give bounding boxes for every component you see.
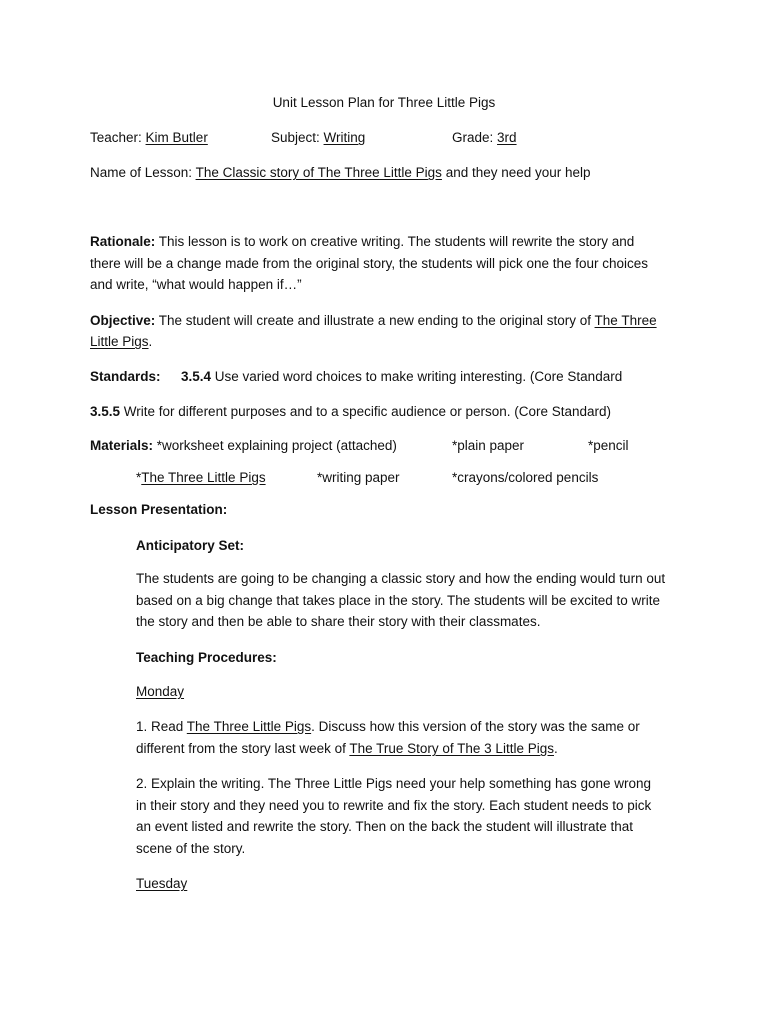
monday-heading: Monday xyxy=(136,684,185,699)
objective-line-2 xyxy=(90,331,152,353)
lesson-name-rest: and they need your help xyxy=(441,165,591,180)
rationale-label: Rationale: xyxy=(90,234,156,249)
material-crayons: *crayons/colored pencils xyxy=(452,470,599,485)
lesson-name-title: The Classic story of The Three Little Pigs xyxy=(195,165,442,180)
step-1-text-2: different from the story last week of xyxy=(136,741,350,756)
anticipatory-line-3: the story and then be able to share their story with their classmates. xyxy=(136,614,541,629)
step-2-line-2: in their story and they need you to rewrite and fix the story. Each student needs to pick xyxy=(136,798,652,813)
standard-1-text: Use varied word choices to make writing interesting. (Core Standard xyxy=(211,369,623,384)
anticipatory-line-2: based on a big change that takes place in the story. The students will be excited to write xyxy=(136,593,661,608)
standard-2-code: 3.5.5 xyxy=(90,404,121,419)
objective-book-title-2: Little Pigs xyxy=(90,334,149,349)
anticipatory-heading: Anticipatory Set: xyxy=(136,538,245,553)
standard-2-text: Write for different purposes and to a specific audience or person. (Core Standard) xyxy=(120,404,612,419)
step-1-end: . xyxy=(553,741,558,756)
material-writing-paper: *writing paper xyxy=(317,470,400,485)
procedures-heading: Teaching Procedures: xyxy=(136,650,277,665)
step-1-text: . Discuss how this version of the story was the same or xyxy=(311,719,640,734)
material-pencil: *pencil xyxy=(588,438,629,453)
standard-2 xyxy=(90,401,611,423)
grade-label: Grade: xyxy=(452,130,494,145)
material-book-title: The Three Little Pigs xyxy=(141,470,266,485)
standards-line-1 xyxy=(90,366,161,388)
objective-book-title-1: The Three xyxy=(594,313,657,328)
subject-label: Subject: xyxy=(271,130,320,145)
tuesday-heading: Tuesday xyxy=(136,876,188,891)
rationale-line-2: there will be a change made from the original story, the students will pick one the four choices xyxy=(90,256,649,271)
step-1-book-title: The Three Little Pigs xyxy=(186,719,312,734)
lesson-name-label: Name of Lesson: xyxy=(90,165,193,180)
grade-value: 3rd xyxy=(497,130,517,145)
standard-1 xyxy=(181,366,622,388)
step-2-line-4: scene of the story. xyxy=(136,841,246,856)
objective-line-1 xyxy=(90,310,657,332)
teacher-line xyxy=(90,127,208,149)
objective-end: . xyxy=(148,334,153,349)
step-1-line-1 xyxy=(136,716,640,738)
lesson-name-line xyxy=(90,162,591,184)
rationale-text-1: This lesson is to work on creative writing. The students will rewrite the story and xyxy=(155,234,635,249)
step-1-line-2 xyxy=(136,738,558,760)
step-2-line-1: 2. Explain the writing. The Three Little Pigs need your help something has gone wrong xyxy=(136,776,652,791)
grade-line xyxy=(452,127,517,149)
rationale-line-1 xyxy=(90,231,634,253)
step-2-line-3: an event listed and rewrite the story. Then on the back the student will illustrate that xyxy=(136,819,634,834)
material-plain-paper: *plain paper xyxy=(452,438,525,453)
material-book-star: * xyxy=(136,470,142,485)
teacher-label: Teacher: xyxy=(90,130,142,145)
materials-label: Materials: xyxy=(90,438,154,453)
document-title: Unit Lesson Plan for Three Little Pigs xyxy=(272,95,496,110)
step-1-number: 1. Read xyxy=(136,719,187,734)
materials-line-1 xyxy=(90,435,397,457)
rationale-line-3: and write, “what would happen if…” xyxy=(90,277,302,292)
anticipatory-line-1: The students are going to be changing a classic story and how the ending would turn out xyxy=(136,571,666,586)
objective-label: Objective: xyxy=(90,313,156,328)
objective-text: The student will create and illustrate a new ending to the original story of xyxy=(155,313,595,328)
step-1-book-title-2: The True Story of The 3 Little Pigs xyxy=(349,741,554,756)
material-book xyxy=(136,467,266,489)
subject-value: Writing xyxy=(323,130,366,145)
teacher-name: Kim Butler xyxy=(145,130,208,145)
presentation-heading: Lesson Presentation: xyxy=(90,502,228,517)
material-worksheet: *worksheet explaining project (attached) xyxy=(153,438,397,453)
standard-1-code: 3.5.4 xyxy=(181,369,212,384)
standards-label: Standards: xyxy=(90,369,161,384)
subject-line xyxy=(271,127,365,149)
